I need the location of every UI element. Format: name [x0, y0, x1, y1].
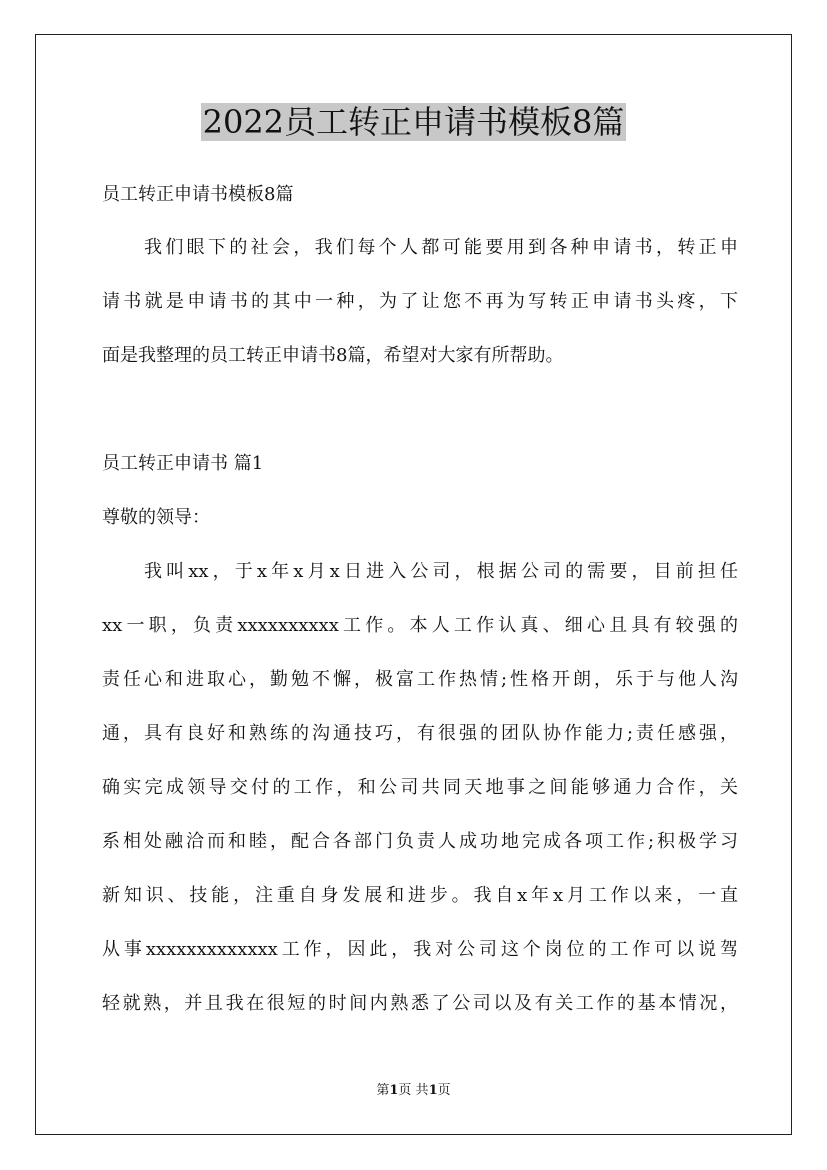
body-line-9: 轻就熟，并且我在很短的时间内熟悉了公司以及有关工作的基本情况，: [102, 993, 738, 1014]
salutation: 尊敬的领导：: [102, 507, 210, 528]
section-heading: 员工转正申请书 篇1: [102, 453, 264, 474]
document-subtitle: 员工转正申请书模板8篇: [102, 184, 294, 205]
body-line-2: xx一职，负责xxxxxxxxxx工作。本人工作认真、细心且具有较强的: [102, 615, 738, 636]
body-line-4: 通，具有良好和熟练的沟通技巧，有很强的团队协作能力;责任感强，: [102, 723, 738, 744]
intro-line-1: 我们眼下的社会，我们每个人都可能要用到各种申请书，转正申: [144, 237, 738, 258]
body-line-1: 我叫xx，于x年x月x日进入公司，根据公司的需要，目前担任: [144, 561, 738, 582]
intro-line-3: 面是我整理的员工转正申请书8篇，希望对大家有所帮助。: [102, 345, 564, 366]
body-line-6: 系相处融洽而和睦，配合各部门负责人成功地完成各项工作;积极学习: [102, 831, 738, 852]
footer-page-suffix: 页: [437, 1083, 451, 1098]
body-line-7: 新知识、技能，注重自身发展和进步。我自x年x月工作以来，一直: [102, 885, 738, 906]
document-title: [0, 100, 827, 144]
body-line-5: 确实完成领导交付的工作，和公司共同天地事之间能够通力合作，关: [102, 777, 738, 798]
intro-line-2: 请书就是申请书的其中一种，为了让您不再为写转正申请书头疼，下: [102, 291, 738, 312]
footer-page-prefix: 第: [376, 1083, 390, 1098]
body-line-8: 从事xxxxxxxxxxxxx工作，因此，我对公司这个岗位的工作可以说驾: [102, 939, 738, 960]
document-title-text: 2022员工转正申请书模板8篇: [202, 103, 625, 141]
page-footer: [0, 1082, 827, 1100]
footer-page-total: 1: [428, 1083, 438, 1098]
footer-page-number: 1: [389, 1083, 399, 1098]
body-line-3: 责任心和进取心，勤勉不懈，极富工作热情;性格开朗，乐于与他人沟: [102, 669, 738, 690]
footer-page-mid: 页 共: [398, 1083, 429, 1098]
